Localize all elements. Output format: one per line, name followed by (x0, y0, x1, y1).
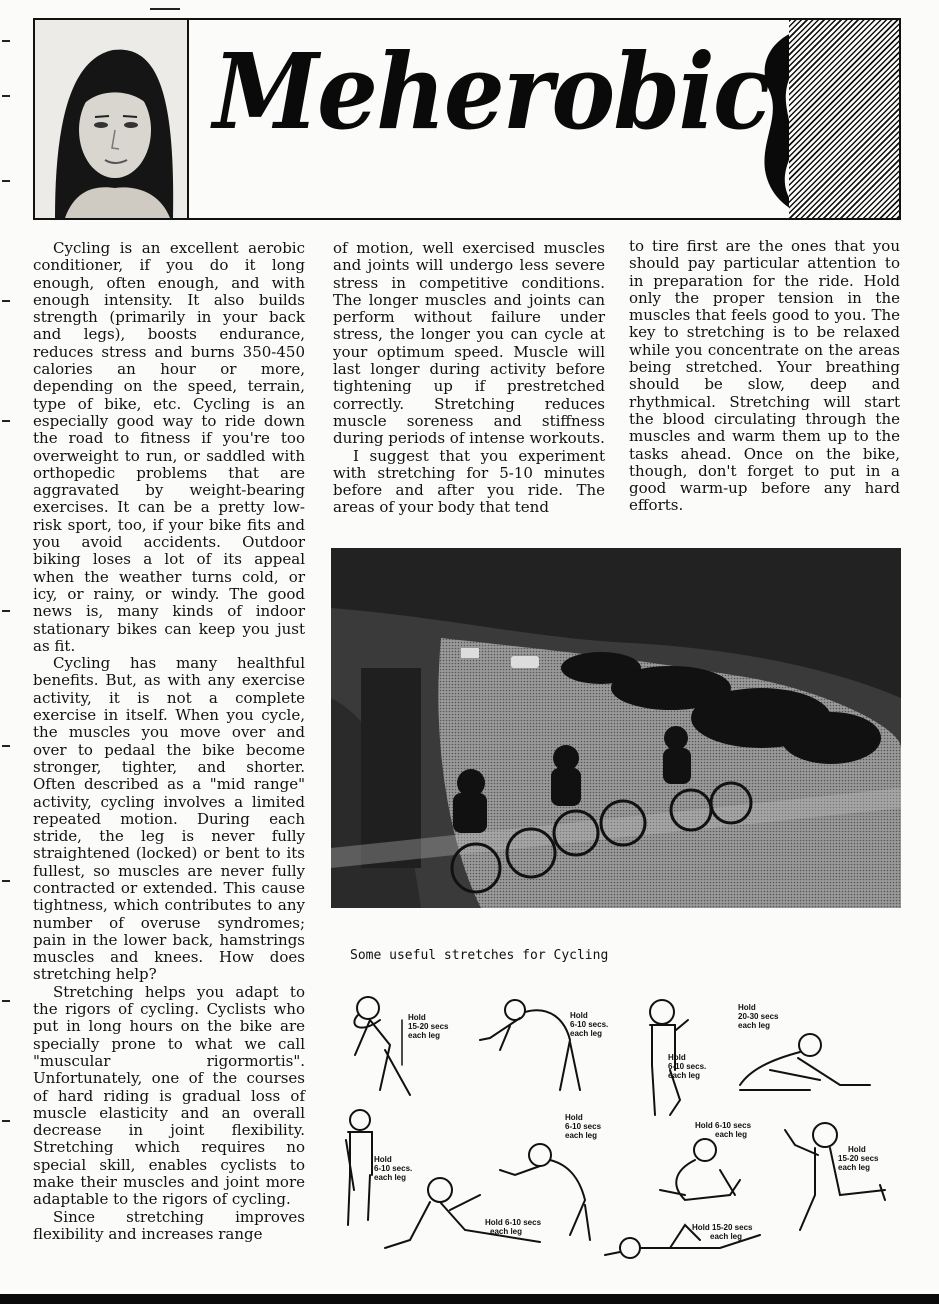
stretch-figure-5 (346, 1110, 372, 1225)
svg-text:Hold6-10 secs.each leg: Hold 6-10 secs. each leg (374, 1155, 413, 1182)
column-title: Meherobic (213, 30, 770, 153)
adjacent-page-edge (0, 0, 12, 1304)
stretch-figure-8 (660, 1139, 740, 1200)
paragraph: Cycling has many healthful benefits. But, as with any exercise activity, it is not a complete exercise in itself. When you cycle, the muscles you move over and over to pedaal the bike become stronger, tighter, and shorter. Often described as a "mid range" activity, cycling involves a limited repeated motion. During each stride, the leg is never fully straightened (locked) or bent to its fullest, so muscles are never fully contracted or extended. This cause tightness, which contributes to any number of overuse syndromes; pain in the lower back, hamstrings muscles and knees. How does stretching help? (33, 654, 305, 984)
stretch-hold-labels (374, 1003, 879, 1241)
svg-text:Hold 6-10 secseach leg: Hold 6-10 secs each leg (695, 1121, 752, 1139)
svg-text:Hold6-10 secseach leg: Hold 6-10 secs each leg (565, 1113, 602, 1140)
stretch-diagrams (340, 990, 900, 1270)
article-column-3 (629, 238, 900, 515)
svg-text:Hold 6-10 secseach leg: Hold 6-10 secs each leg (485, 1218, 542, 1236)
stretch-figure-1 (354, 997, 410, 1095)
paragraph: Cycling is an excellent aerobic conditioner, if you do it long enough, often enough, and with enough intensity. It also builds strength (primarily in your back and legs), boosts endurance, reduces stress and burns 350-450 calories an hour or more, depending on the speed, terrain, type of bike, etc. Cycling is an especially good way to ride down the road to fitness if you're too overweight to run, or saddled with orthopedic problems that are aggravated by weight-bearing exercises. It can be a pretty low-risk sport, too, if your bike fits and you avoid accidents. Outdoor biking loses a lot of its appeal when the weather turns cold, or icy, or rainy, or windy. The good news is, many kinds of indoor stationary bikes can keep you just as fit. (33, 239, 305, 655)
paragraph: I suggest that you experiment with stretching for 5-10 minutes before and after you ride. The areas of your body that tend (333, 446, 605, 517)
stretch-figure-2 (480, 1000, 580, 1090)
bottom-border (0, 1294, 939, 1304)
stretch-figure-9 (785, 1123, 885, 1230)
stretch-figure-4 (740, 1034, 870, 1090)
stretch-figure-6 (385, 1178, 540, 1248)
article-column-1 (33, 240, 305, 1243)
stretches-caption: Some useful stretches for Cycling (350, 948, 609, 963)
author-portrait (35, 20, 189, 218)
paragraph: Since stretching improves flexibility and increases range (33, 1207, 305, 1243)
hatched-corner (789, 20, 899, 218)
article-column-2 (333, 240, 605, 517)
svg-text:Hold6-10 secs.each leg: Hold 6-10 secs. each leg (668, 1053, 707, 1080)
svg-text:Hold6-10 secs.each leg: Hold 6-10 secs. each leg (570, 1011, 609, 1038)
svg-text:Hold20-30 secseach leg: Hold 20-30 secs each leg (738, 1003, 779, 1030)
paragraph: to tire first are the ones that you should pay particular attention to in preparation for the ride. Hold only the proper tension in the muscles that feels good to you. The key to stretching is to be relaxed while you concentrate on the areas being stretched. Your breathing should be slow, deep and rhythmical. Stretching will start the blood circulating through the muscles and warm them up to the tasks ahead. Once on the bike, though, don't forget to put in a good warm-up before any hard efforts. (629, 237, 900, 515)
masthead (33, 18, 901, 220)
paragraph: Stretching helps you adapt to the rigors of cycling. Cyclists who put in long hours on the bike are specially prone to what we call "muscular rigormortis". Unfortunately, one of the courses of hard riding is gradual loss of muscle elasticity and an overall decrease in joint flexibility. Stretching which requires no special skill, enables cyclists to make their muscles and joint more adaptable to the rigors of cycling. (33, 982, 305, 1209)
paragraph: of motion, well exercised muscles and joints will undergo less severe stress in competitive conditions. The longer muscles and joints can perform without failure under stress, the longer you can cycle at your optimum speed. Muscle will last longer during activity before tightening up if prestretched correctly. Stretching reduces muscle soreness and stiffness during periods of intense workouts. (333, 239, 605, 448)
svg-text:Hold 15-20 secseach leg: Hold 15-20 secs each leg (692, 1223, 753, 1241)
svg-text:Hold15-20 secseach leg: Hold 15-20 secs each leg (408, 1013, 449, 1040)
top-rule (150, 8, 180, 10)
cyclists-race-photo (331, 548, 901, 908)
svg-text:Hold15-20 secseach leg: Hold 15-20 secs each leg (838, 1145, 879, 1172)
